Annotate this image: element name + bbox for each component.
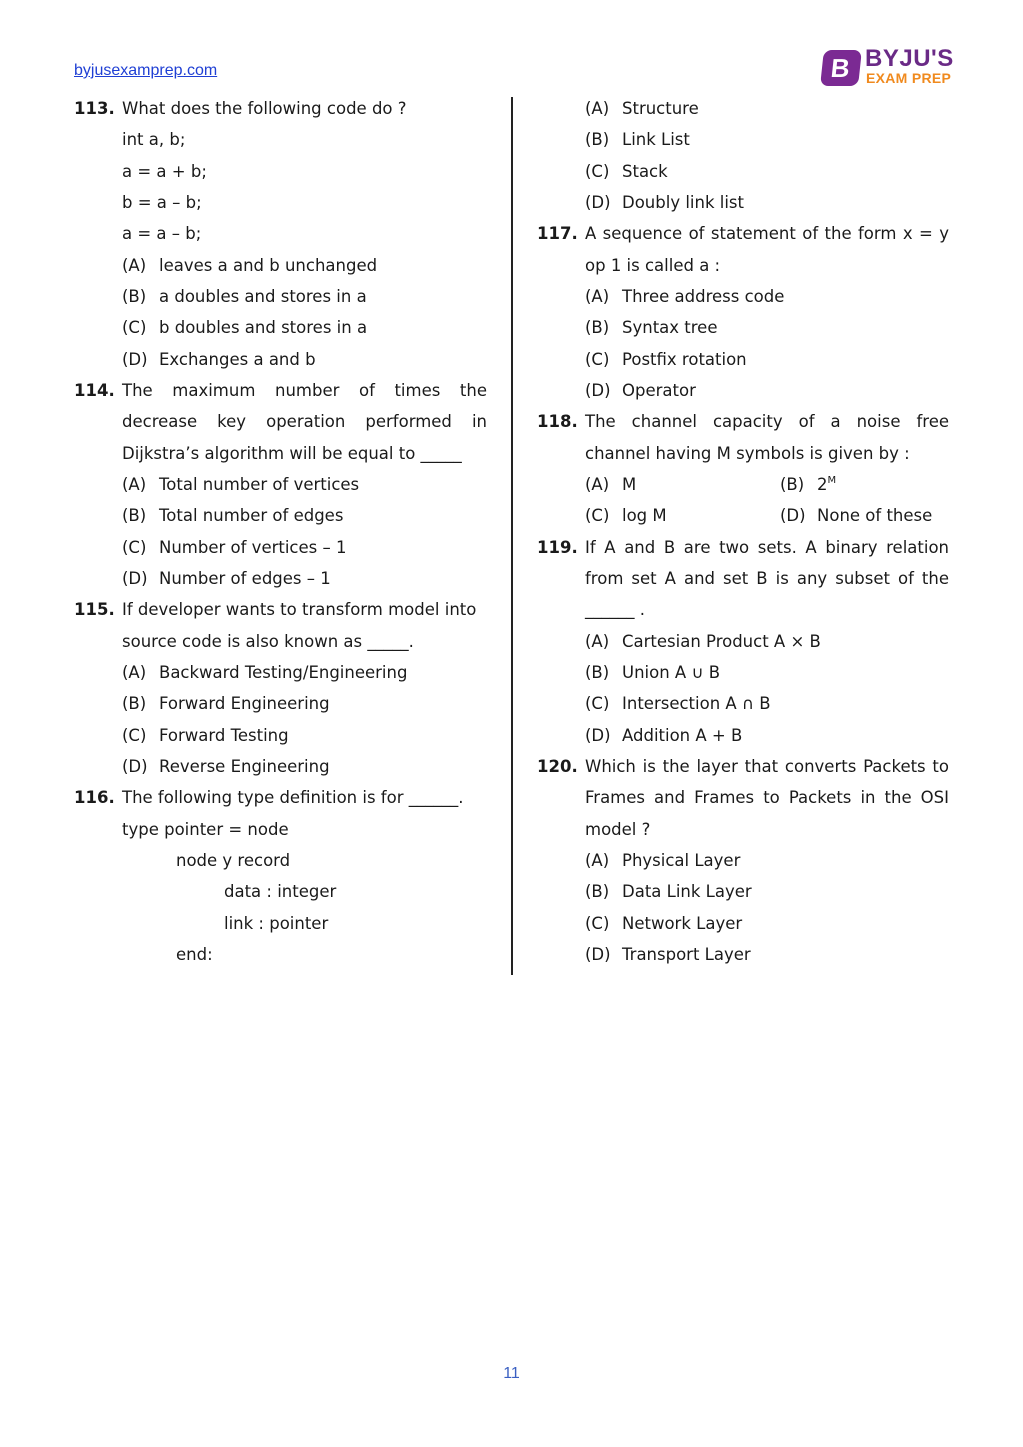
question-text: The following type definition is for ______. bbox=[122, 788, 464, 808]
option bbox=[585, 344, 747, 375]
option-label: (C) bbox=[585, 694, 610, 714]
option-label: (D) bbox=[780, 506, 806, 526]
option-label: (A) bbox=[122, 255, 147, 275]
option bbox=[585, 281, 784, 312]
option-text: None of these bbox=[817, 506, 933, 526]
question-text: Frames and Frames to Packets in the OSI bbox=[585, 788, 949, 808]
question-text: op 1 is called a : bbox=[585, 255, 721, 275]
option-text: Data Link Layer bbox=[622, 882, 752, 902]
option-label: (A) bbox=[585, 99, 610, 118]
option-text: Network Layer bbox=[622, 913, 743, 933]
code-line: a = a + b; bbox=[122, 161, 207, 181]
option bbox=[122, 469, 359, 500]
option-text: Backward Testing/Engineering bbox=[159, 662, 408, 682]
logo-text: BYJU'S bbox=[865, 45, 954, 72]
option bbox=[585, 375, 696, 406]
option-label: (D) bbox=[585, 380, 611, 400]
option-text: Exchanges a and b bbox=[159, 349, 316, 369]
option-text: Operator bbox=[622, 380, 696, 400]
question-114 bbox=[74, 375, 487, 406]
question-text: Dijkstra’s algorithm will be equal to _____ bbox=[122, 443, 462, 463]
option-label: (B) bbox=[585, 882, 610, 902]
question-text: from set A and set B is any subset of the bbox=[585, 568, 949, 588]
option bbox=[122, 720, 289, 751]
option-text: Union A ∪ B bbox=[622, 662, 721, 682]
option-label: (D) bbox=[585, 192, 611, 212]
question-113 bbox=[74, 93, 487, 124]
option bbox=[122, 657, 407, 688]
question-number: 120. bbox=[537, 756, 578, 776]
option-text: a doubles and stores in a bbox=[159, 286, 367, 306]
option bbox=[122, 532, 347, 563]
left-column bbox=[74, 93, 487, 970]
option-label: (B) bbox=[585, 318, 610, 338]
option-label: (A) bbox=[122, 474, 147, 494]
option-label: (A) bbox=[585, 631, 610, 651]
option-text: Structure bbox=[622, 99, 699, 118]
option-text: b doubles and stores in a bbox=[159, 318, 368, 338]
question-120 bbox=[537, 751, 949, 782]
question-text: A sequence of statement of the form x = y bbox=[585, 224, 949, 244]
question-text: If A and B are two sets. A binary relation bbox=[585, 537, 949, 557]
option bbox=[122, 563, 331, 594]
option-label: (D) bbox=[122, 349, 148, 369]
question-text: The maximum number of times the bbox=[122, 380, 487, 400]
option-label: (B) bbox=[585, 662, 610, 682]
question-118 bbox=[537, 406, 949, 437]
option-label: (C) bbox=[585, 349, 610, 369]
option bbox=[585, 845, 740, 876]
question-text: ______ . bbox=[585, 600, 645, 620]
question-number: 115. bbox=[74, 600, 115, 620]
option-label: (C) bbox=[585, 913, 610, 933]
code-line: data : integer bbox=[224, 882, 337, 902]
option bbox=[585, 500, 667, 531]
option bbox=[122, 250, 377, 281]
option bbox=[585, 720, 742, 751]
question-text: If developer wants to transform model into bbox=[122, 600, 477, 620]
option-text: Physical Layer bbox=[622, 850, 741, 870]
right-column bbox=[537, 93, 949, 970]
question-number: 117. bbox=[537, 224, 578, 244]
option-text: log M bbox=[622, 506, 667, 526]
option-label: (C) bbox=[122, 725, 147, 745]
option-label: (A) bbox=[585, 474, 610, 494]
option-text: Reverse Engineering bbox=[159, 756, 330, 776]
option-label: (A) bbox=[122, 662, 147, 682]
option-text: Link List bbox=[622, 130, 690, 150]
option-label: (C) bbox=[122, 537, 147, 557]
option bbox=[585, 908, 742, 939]
option-label: (B) bbox=[780, 474, 805, 494]
code-line: end: bbox=[176, 944, 213, 964]
option-label: (D) bbox=[122, 756, 148, 776]
question-number: 119. bbox=[537, 537, 578, 557]
option bbox=[585, 187, 744, 218]
question-text: source code is also known as _____. bbox=[122, 631, 414, 651]
option bbox=[122, 500, 343, 531]
option-text: Intersection A ∩ B bbox=[622, 694, 771, 714]
option-text: Syntax tree bbox=[622, 318, 718, 338]
question-119 bbox=[537, 532, 949, 563]
page-number: 11 bbox=[503, 1365, 520, 1382]
question-number: 116. bbox=[74, 788, 115, 808]
option-text: Forward Testing bbox=[159, 725, 289, 745]
question-text: model ? bbox=[585, 819, 651, 839]
option bbox=[585, 156, 668, 187]
option-label: (B) bbox=[585, 130, 610, 150]
option bbox=[122, 344, 316, 375]
option-text: Stack bbox=[622, 161, 668, 181]
option-text: Number of vertices – 1 bbox=[159, 537, 347, 557]
question-number: 118. bbox=[537, 412, 578, 432]
question-117 bbox=[537, 218, 949, 249]
option-text: M bbox=[622, 474, 637, 494]
option-text: Number of edges – 1 bbox=[159, 568, 331, 588]
option-label: (A) bbox=[585, 850, 610, 870]
option bbox=[585, 626, 821, 657]
option-text: Doubly link list bbox=[622, 192, 744, 212]
question-text: decrease key operation performed in bbox=[122, 412, 487, 432]
option-label: (D) bbox=[122, 568, 148, 588]
code-line: b = a – b; bbox=[122, 192, 202, 212]
option-label: (A) bbox=[585, 286, 610, 306]
option bbox=[585, 657, 720, 688]
option-text: Total number of edges bbox=[159, 506, 344, 526]
question-text: Which is the layer that converts Packets to bbox=[585, 756, 949, 776]
option-text: leaves a and b unchanged bbox=[159, 255, 378, 275]
option-label: (D) bbox=[585, 725, 611, 745]
option-text: 2 bbox=[817, 474, 828, 494]
option-text: Cartesian Product A × B bbox=[622, 631, 821, 651]
option bbox=[585, 939, 751, 970]
code-line: int a, b; bbox=[122, 130, 186, 150]
question-number: 113. bbox=[74, 99, 115, 118]
question-116 bbox=[74, 782, 487, 813]
option bbox=[780, 469, 836, 500]
column-divider bbox=[511, 97, 513, 975]
logo-subtext: EXAM PREP bbox=[866, 70, 952, 86]
option bbox=[585, 876, 752, 907]
option-label: (C) bbox=[122, 318, 147, 338]
question-text: channel having M symbols is given by : bbox=[585, 443, 910, 463]
option bbox=[122, 281, 367, 312]
option-text: M bbox=[827, 474, 837, 486]
option-label: (B) bbox=[122, 694, 147, 714]
question-115 bbox=[74, 594, 487, 625]
question-text: What does the following code do ? bbox=[122, 99, 407, 118]
question-text: The channel capacity of a noise free bbox=[585, 412, 949, 432]
option-text: Forward Engineering bbox=[159, 694, 330, 714]
option-text: Total number of vertices bbox=[159, 474, 360, 494]
option bbox=[585, 124, 690, 155]
option bbox=[585, 93, 699, 124]
option bbox=[585, 312, 717, 343]
code-line: node y record bbox=[176, 850, 291, 870]
code-line: link : pointer bbox=[224, 913, 329, 933]
option bbox=[780, 500, 932, 531]
option bbox=[122, 688, 330, 719]
option-text: Postfix rotation bbox=[622, 349, 747, 369]
option-label: (D) bbox=[585, 944, 611, 964]
option bbox=[122, 312, 367, 343]
option-label: (C) bbox=[585, 506, 610, 526]
option bbox=[585, 688, 771, 719]
option bbox=[122, 751, 330, 782]
option-text: Transport Layer bbox=[622, 944, 751, 964]
option bbox=[585, 469, 636, 500]
question-number: 114. bbox=[74, 380, 115, 400]
option-label: (B) bbox=[122, 506, 147, 526]
option-label: (B) bbox=[122, 286, 147, 306]
option-label: (C) bbox=[585, 161, 610, 181]
option-text: Three address code bbox=[622, 286, 785, 306]
site-link[interactable]: byjusexamprep.com bbox=[74, 62, 218, 79]
option-text: Addition A + B bbox=[622, 725, 743, 745]
code-line: a = a – b; bbox=[122, 224, 202, 244]
byjus-exam-prep-logo bbox=[822, 45, 954, 88]
code-line: type pointer = node bbox=[122, 819, 289, 839]
logo-mark-icon: B bbox=[820, 50, 862, 86]
